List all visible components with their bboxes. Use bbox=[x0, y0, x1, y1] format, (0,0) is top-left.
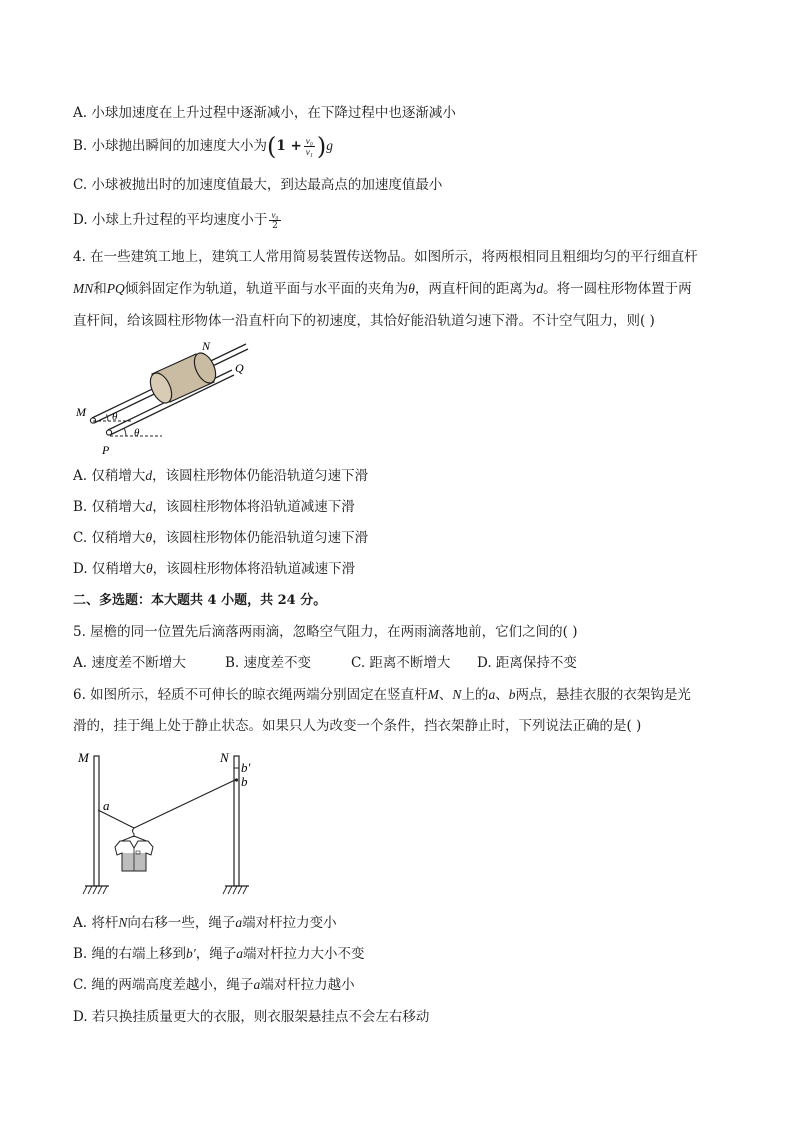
label-b-prime: b′ bbox=[241, 760, 251, 775]
q4-rail-figure bbox=[70, 336, 270, 458]
q3-option-d: D. 小球上升过程的平均速度小于 $\frac{\text{v₀}}{2}$ bbox=[73, 210, 279, 231]
q6-option-d: D. 若只换挂质量更大的衣服，则衣服架悬挂点不会左右移动 bbox=[73, 1009, 430, 1025]
section-2-heading: 二、多选题：本大题共 4 小题，共 24 分。 bbox=[73, 593, 327, 608]
cylinder-object bbox=[146, 350, 220, 407]
pole-n bbox=[234, 756, 239, 886]
q3-option-c: C. 小球被抛出时的加速度值最大，到达最高点的加速度值最小 bbox=[73, 177, 443, 193]
q4-stem-line-1: 4. 在一些建筑工地上，建筑工人常用简易装置传送物品。如图所示，将两根相同且粗细均匀的平行细直杆 bbox=[73, 249, 698, 265]
q4-option-d: D. 仅稍增大θ，该圆柱形物体将沿轨道减速下滑 bbox=[73, 561, 356, 577]
label-theta-2: θ bbox=[134, 427, 140, 439]
label-a: a bbox=[103, 798, 110, 813]
label-p: P bbox=[102, 443, 110, 457]
pole-m bbox=[94, 756, 99, 886]
q6-stem-line-1: 6. 如图所示，轻质不可伸长的晾衣绳两端分别固定在竖直杆M、N上的a、b两点，悬挂衣服的衣架钩是光 bbox=[73, 687, 691, 703]
q4-stem-line-2: MN和PQ倾斜固定作为轨道，轨道平面与水平面的夹角为θ，两直杆间的距离为d。将一圆柱形物体置于两 bbox=[73, 281, 692, 297]
label-b: b bbox=[241, 774, 248, 789]
q4-option-a: A. 仅稍增大d，该圆柱形物体仍能沿轨道匀速下滑 bbox=[73, 468, 369, 484]
label-n: N bbox=[220, 750, 229, 765]
q5-stem: 5. 屋檐的同一位置先后滴落两雨滴，忽略空气阻力，在两雨滴落地前，它们之间的( ) bbox=[73, 624, 578, 640]
q4-option-c: C. 仅稍增大θ，该圆柱形物体仍能沿轨道匀速下滑 bbox=[73, 530, 369, 546]
q4-option-b: B. 仅稍增大d，该圆柱形物体将沿轨道减速下滑 bbox=[73, 499, 355, 515]
label-m: M bbox=[76, 405, 86, 419]
label-q: Q bbox=[235, 361, 244, 375]
q5-option-c: C. 距离不断增大 bbox=[351, 655, 451, 671]
q6-option-c: C. 绳的两端高度差越小，绳子a端对杆拉力越小 bbox=[73, 977, 355, 993]
label-theta-1: θ bbox=[112, 411, 118, 423]
q5-options bbox=[73, 653, 577, 673]
q5-option-d: D. 距离保持不变 bbox=[477, 655, 577, 671]
clothes-hanger bbox=[115, 828, 153, 871]
q4-stem-line-3: 直杆间，给该圆柱形物体一沿直杆向下的初速度，其恰好能沿轨道匀速下滑。不计空气阻力，则( ) bbox=[73, 313, 655, 329]
q6-option-a: A. 将杆N向右移一些，绳子a端对杆拉力变小 bbox=[73, 915, 337, 931]
q6-option-b: B. 绳的右端上移到b′，绳子a端对杆拉力大小不变 bbox=[73, 946, 365, 962]
q3-option-a: A. 小球加速度在上升过程中逐渐减小，在下降过程中也逐渐减小 bbox=[73, 105, 456, 121]
rope bbox=[98, 780, 235, 828]
q6-clothesline-figure bbox=[72, 744, 262, 900]
q5-option-b: B. 速度差不变 bbox=[225, 655, 312, 671]
q3-option-b: B. 小球抛出瞬间的加速度大小为(1 + $\frac{\text{v₀}}{\text{v₁}}$ )g bbox=[73, 132, 334, 161]
q6-stem-line-2: 滑的，挂于绳上处于静止状态。如果只人为改变一个条件，挡衣架静止时，下列说法正确的是( ) bbox=[73, 718, 642, 734]
q5-option-a: A. 速度差不断增大 bbox=[73, 655, 186, 671]
label-m: M bbox=[78, 750, 89, 765]
label-n: N bbox=[202, 339, 211, 353]
